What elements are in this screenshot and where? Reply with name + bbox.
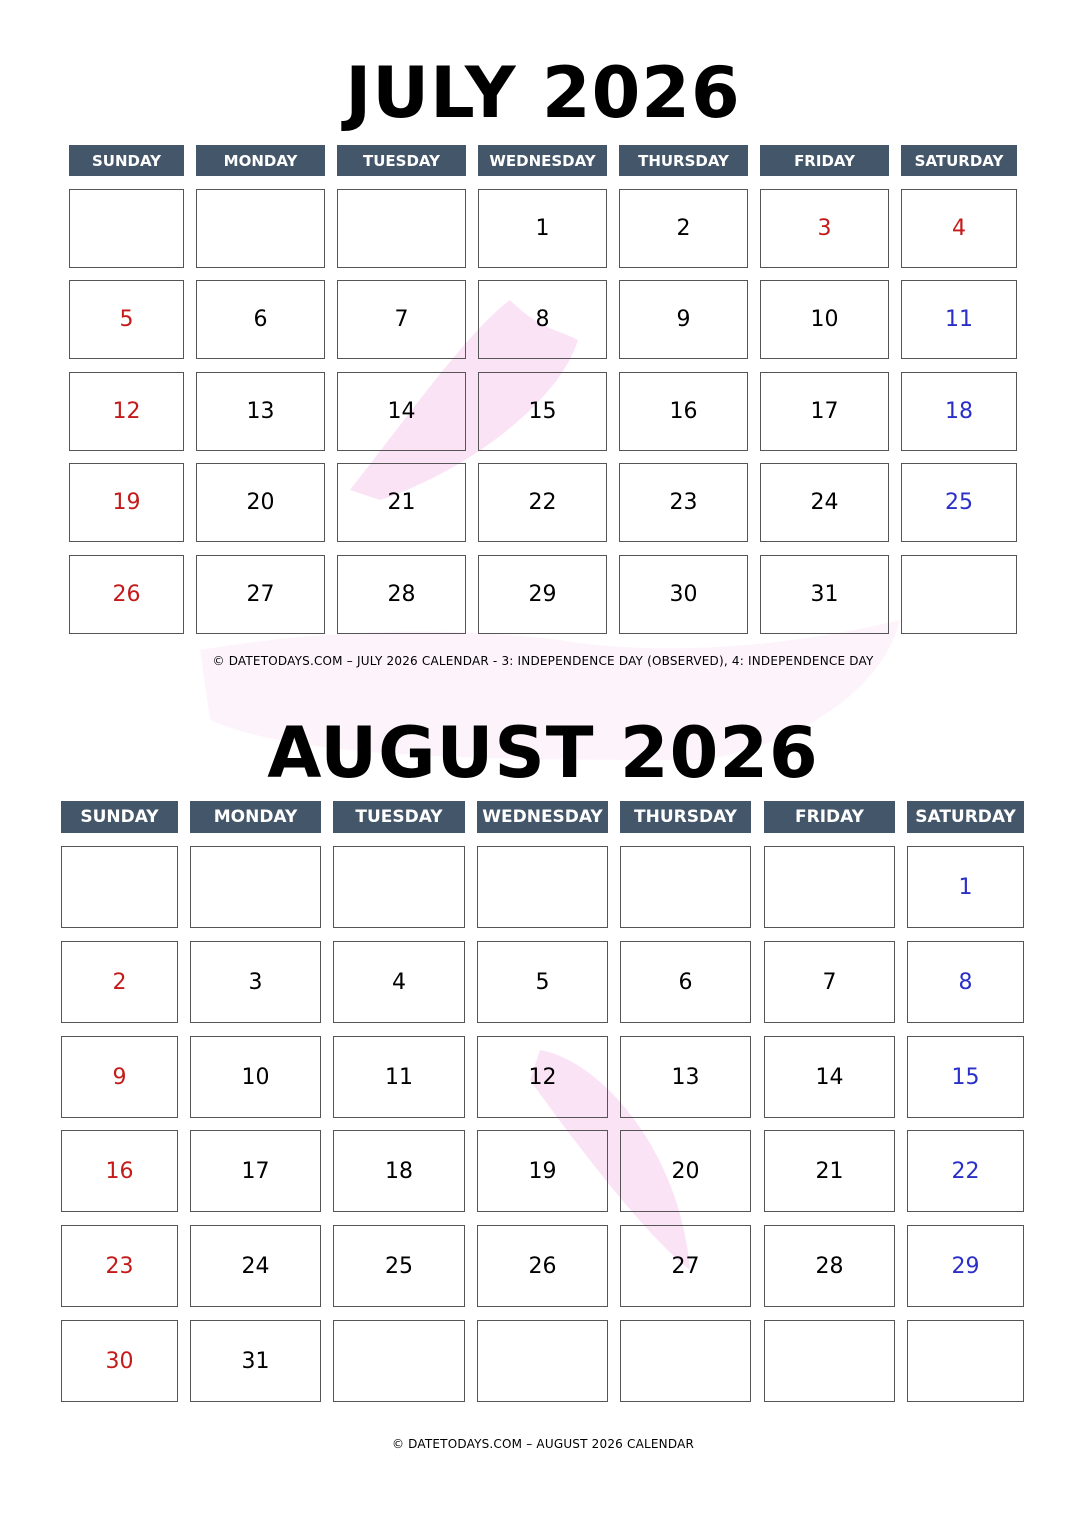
day-cell bbox=[907, 1320, 1024, 1402]
day-cell: 29 bbox=[907, 1225, 1024, 1307]
day-cell: 20 bbox=[196, 463, 325, 542]
day-cell: 13 bbox=[620, 1036, 751, 1118]
month-title: JULY 2026 bbox=[345, 52, 741, 134]
weekday-header-thursday: THURSDAY bbox=[619, 145, 748, 176]
day-cell: 31 bbox=[760, 555, 889, 634]
day-cell: 7 bbox=[764, 941, 895, 1023]
day-cell: 15 bbox=[907, 1036, 1024, 1118]
weekday-header-friday: FRIDAY bbox=[764, 801, 895, 833]
day-cell bbox=[69, 189, 184, 268]
day-cell bbox=[477, 846, 608, 928]
day-cell: 27 bbox=[620, 1225, 751, 1307]
day-cell: 11 bbox=[333, 1036, 465, 1118]
day-cell: 20 bbox=[620, 1130, 751, 1212]
weekday-header-monday: MONDAY bbox=[196, 145, 325, 176]
weekday-header-friday: FRIDAY bbox=[760, 145, 889, 176]
day-cell: 6 bbox=[620, 941, 751, 1023]
day-cell: 26 bbox=[69, 555, 184, 634]
day-cell: 10 bbox=[760, 280, 889, 359]
day-cell: 23 bbox=[61, 1225, 178, 1307]
day-cell: 14 bbox=[337, 372, 466, 451]
day-cell bbox=[620, 846, 751, 928]
day-cell: 15 bbox=[478, 372, 607, 451]
day-cell bbox=[333, 846, 465, 928]
day-cell: 19 bbox=[69, 463, 184, 542]
day-cell: 6 bbox=[196, 280, 325, 359]
day-cell: 18 bbox=[901, 372, 1017, 451]
day-cell: 1 bbox=[907, 846, 1024, 928]
day-cell: 18 bbox=[333, 1130, 465, 1212]
month-title: AUGUST 2026 bbox=[267, 712, 819, 794]
weekday-header-saturday: SATURDAY bbox=[907, 801, 1024, 833]
weekday-header-tuesday: TUESDAY bbox=[333, 801, 465, 833]
day-cell bbox=[620, 1320, 751, 1402]
day-cell: 25 bbox=[901, 463, 1017, 542]
day-cell: 21 bbox=[764, 1130, 895, 1212]
day-cell: 5 bbox=[69, 280, 184, 359]
weekday-header-saturday: SATURDAY bbox=[901, 145, 1017, 176]
day-cell-holiday: 4 bbox=[901, 189, 1017, 268]
day-cell: 25 bbox=[333, 1225, 465, 1307]
day-cell: 23 bbox=[619, 463, 748, 542]
weekday-header-tuesday: TUESDAY bbox=[337, 145, 466, 176]
day-cell: 17 bbox=[760, 372, 889, 451]
day-cell: 19 bbox=[477, 1130, 608, 1212]
day-cell: 29 bbox=[478, 555, 607, 634]
weekday-header-thursday: THURSDAY bbox=[620, 801, 751, 833]
footer-note: © DATETODAYS.COM – AUGUST 2026 CALENDAR bbox=[391, 1437, 695, 1451]
day-cell: 16 bbox=[61, 1130, 178, 1212]
day-cell bbox=[764, 1320, 895, 1402]
day-cell: 30 bbox=[61, 1320, 178, 1402]
day-cell: 27 bbox=[196, 555, 325, 634]
day-cell bbox=[764, 846, 895, 928]
day-cell: 22 bbox=[907, 1130, 1024, 1212]
weekday-header-monday: MONDAY bbox=[190, 801, 321, 833]
day-cell: 3 bbox=[190, 941, 321, 1023]
day-cell: 8 bbox=[907, 941, 1024, 1023]
day-cell: 24 bbox=[190, 1225, 321, 1307]
day-cell bbox=[190, 846, 321, 928]
day-cell: 14 bbox=[764, 1036, 895, 1118]
day-cell: 21 bbox=[337, 463, 466, 542]
day-cell: 12 bbox=[69, 372, 184, 451]
day-cell: 5 bbox=[477, 941, 608, 1023]
weekday-header-wednesday: WEDNESDAY bbox=[477, 801, 608, 833]
footer-note: © DATETODAYS.COM – JULY 2026 CALENDAR - 3: INDEPENDENCE DAY (OBSERVED), 4: INDEPENDENCE DAY bbox=[212, 654, 874, 668]
weekday-header-sunday: SUNDAY bbox=[61, 801, 178, 833]
day-cell: 24 bbox=[760, 463, 889, 542]
day-cell: 22 bbox=[478, 463, 607, 542]
day-cell: 26 bbox=[477, 1225, 608, 1307]
day-cell bbox=[477, 1320, 608, 1402]
day-cell-holiday: 3 bbox=[760, 189, 889, 268]
day-cell: 8 bbox=[478, 280, 607, 359]
weekday-header-wednesday: WEDNESDAY bbox=[478, 145, 607, 176]
day-cell bbox=[61, 846, 178, 928]
day-cell: 4 bbox=[333, 941, 465, 1023]
weekday-header-sunday: SUNDAY bbox=[69, 145, 184, 176]
day-cell: 11 bbox=[901, 280, 1017, 359]
day-cell: 10 bbox=[190, 1036, 321, 1118]
day-cell: 31 bbox=[190, 1320, 321, 1402]
day-cell bbox=[337, 189, 466, 268]
day-cell: 7 bbox=[337, 280, 466, 359]
day-cell: 28 bbox=[764, 1225, 895, 1307]
day-cell: 30 bbox=[619, 555, 748, 634]
day-cell: 13 bbox=[196, 372, 325, 451]
day-cell bbox=[333, 1320, 465, 1402]
day-cell: 2 bbox=[619, 189, 748, 268]
day-cell: 12 bbox=[477, 1036, 608, 1118]
day-cell: 16 bbox=[619, 372, 748, 451]
day-cell: 9 bbox=[619, 280, 748, 359]
day-cell: 17 bbox=[190, 1130, 321, 1212]
day-cell: 2 bbox=[61, 941, 178, 1023]
day-cell bbox=[901, 555, 1017, 634]
day-cell bbox=[196, 189, 325, 268]
day-cell: 9 bbox=[61, 1036, 178, 1118]
day-cell: 1 bbox=[478, 189, 607, 268]
day-cell: 28 bbox=[337, 555, 466, 634]
